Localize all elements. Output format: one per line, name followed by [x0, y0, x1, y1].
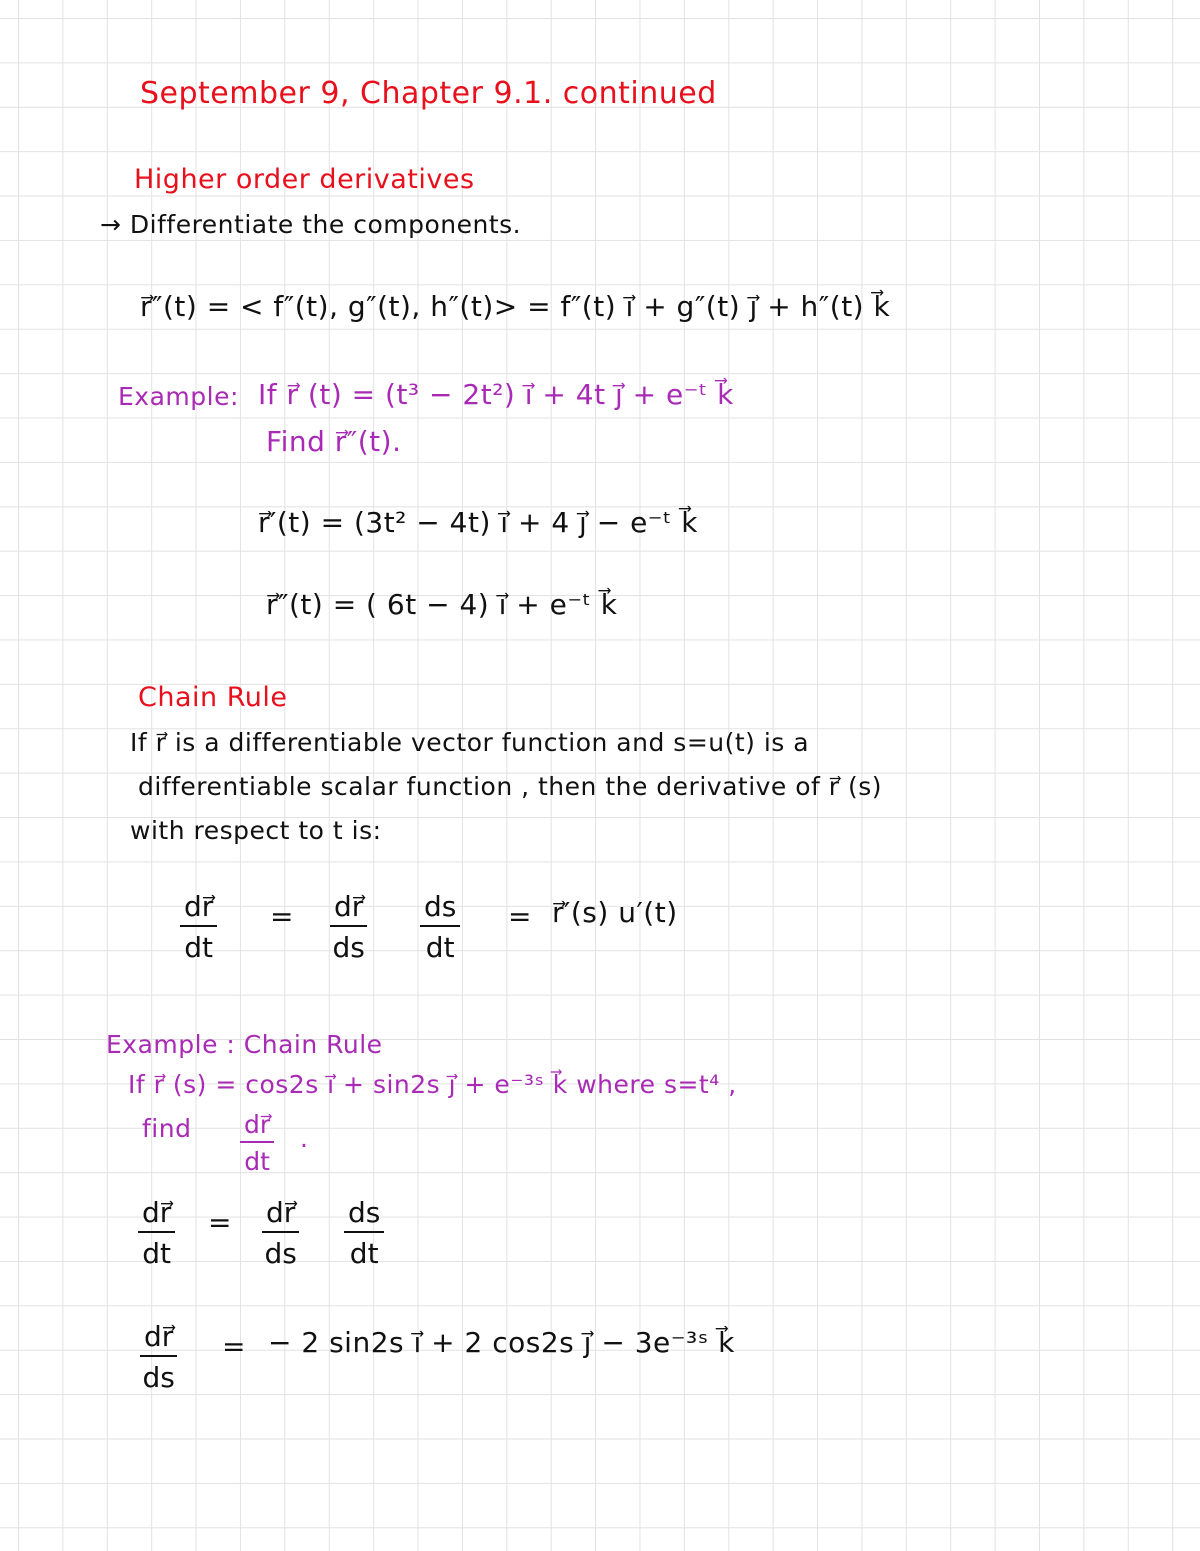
example2-derivative-lhs — [140, 1320, 177, 1394]
bullet-differentiate: → Differentiate the components. — [100, 210, 522, 239]
page-title: September 9, Chapter 9.1. continued — [140, 76, 717, 111]
section-heading-chain-rule: Chain Rule — [138, 682, 288, 713]
second-derivative-formula: r⃗″(t) = < f″(t), g″(t), h″(t)> = f″(t) i⃗ + g″(t) j⃗ + h″(t) k⃗ — [140, 290, 891, 323]
equals-sign: = — [270, 900, 294, 933]
fraction-denominator: ds — [332, 931, 365, 964]
chain-rule-text-line2: differentiable scalar function , then the derivative of r⃗ (s) — [138, 772, 883, 801]
example1-find: Find r⃗″(t). — [266, 425, 402, 458]
fraction-numerator: dr⃗ — [180, 890, 217, 927]
fraction-numerator: ds — [420, 890, 460, 927]
example2-chain-mid1 — [262, 1196, 299, 1270]
fraction-numerator: dr⃗ — [330, 890, 367, 927]
example2-label: Example : Chain Rule — [106, 1030, 383, 1059]
fraction-denominator: ds — [264, 1237, 297, 1270]
fraction-numerator: dr⃗ — [140, 1320, 177, 1357]
fraction-denominator: dt — [349, 1237, 379, 1270]
chain-rule-mid-fraction-1 — [330, 890, 367, 964]
chain-rule-lhs-fraction — [180, 890, 217, 964]
fraction-denominator: dt — [184, 931, 214, 964]
equals-sign: = — [508, 900, 532, 933]
example1-first-derivative: r⃗′(t) = (3t² − 4t) i⃗ + 4 j⃗ − e⁻ᵗ k⃗ — [258, 506, 698, 539]
chain-rule-mid-fraction-2 — [420, 890, 460, 964]
example2-find-fraction — [240, 1110, 274, 1176]
fraction-numerator: ds — [344, 1196, 384, 1233]
example2-derivative-rhs: − 2 sin2s i⃗ + 2 cos2s j⃗ − 3e⁻³ˢ k⃗ — [268, 1326, 735, 1359]
example2-find-label: find — [142, 1114, 192, 1143]
example2-statement: If r⃗ (s) = cos2s i⃗ + sin2s j⃗ + e⁻³ˢ k⃗ where s=t⁴ , — [128, 1070, 737, 1099]
chain-rule-rhs: r⃗′(s) u′(t) — [552, 896, 678, 929]
example1-statement: If r⃗ (t) = (t³ − 2t²) i⃗ + 4t j⃗ + e⁻ᵗ k⃗ — [258, 378, 734, 411]
chain-rule-text-line3: with respect to t is: — [130, 816, 382, 845]
fraction-numerator: dr⃗ — [262, 1196, 299, 1233]
example2-chain-lhs — [138, 1196, 175, 1270]
section-heading-higher-order: Higher order derivatives — [134, 164, 475, 195]
equals-sign: = — [222, 1330, 246, 1363]
fraction-denominator: dt — [425, 931, 455, 964]
example1-label: Example: — [118, 382, 239, 411]
example1-second-derivative: r⃗″(t) = ( 6t − 4) i⃗ + e⁻ᵗ k⃗ — [266, 588, 618, 621]
fraction-denominator: ds — [142, 1361, 175, 1394]
fraction-denominator: dt — [142, 1237, 172, 1270]
example2-find-period: . — [300, 1124, 309, 1153]
chain-rule-text-line1: If r⃗ is a differentiable vector function and s=u(t) is a — [130, 728, 810, 757]
fraction-numerator: dr⃗ — [240, 1110, 274, 1143]
fraction-denominator: dt — [244, 1147, 270, 1176]
equals-sign: = — [208, 1206, 232, 1239]
example2-chain-mid2 — [344, 1196, 384, 1270]
fraction-numerator: dr⃗ — [138, 1196, 175, 1233]
